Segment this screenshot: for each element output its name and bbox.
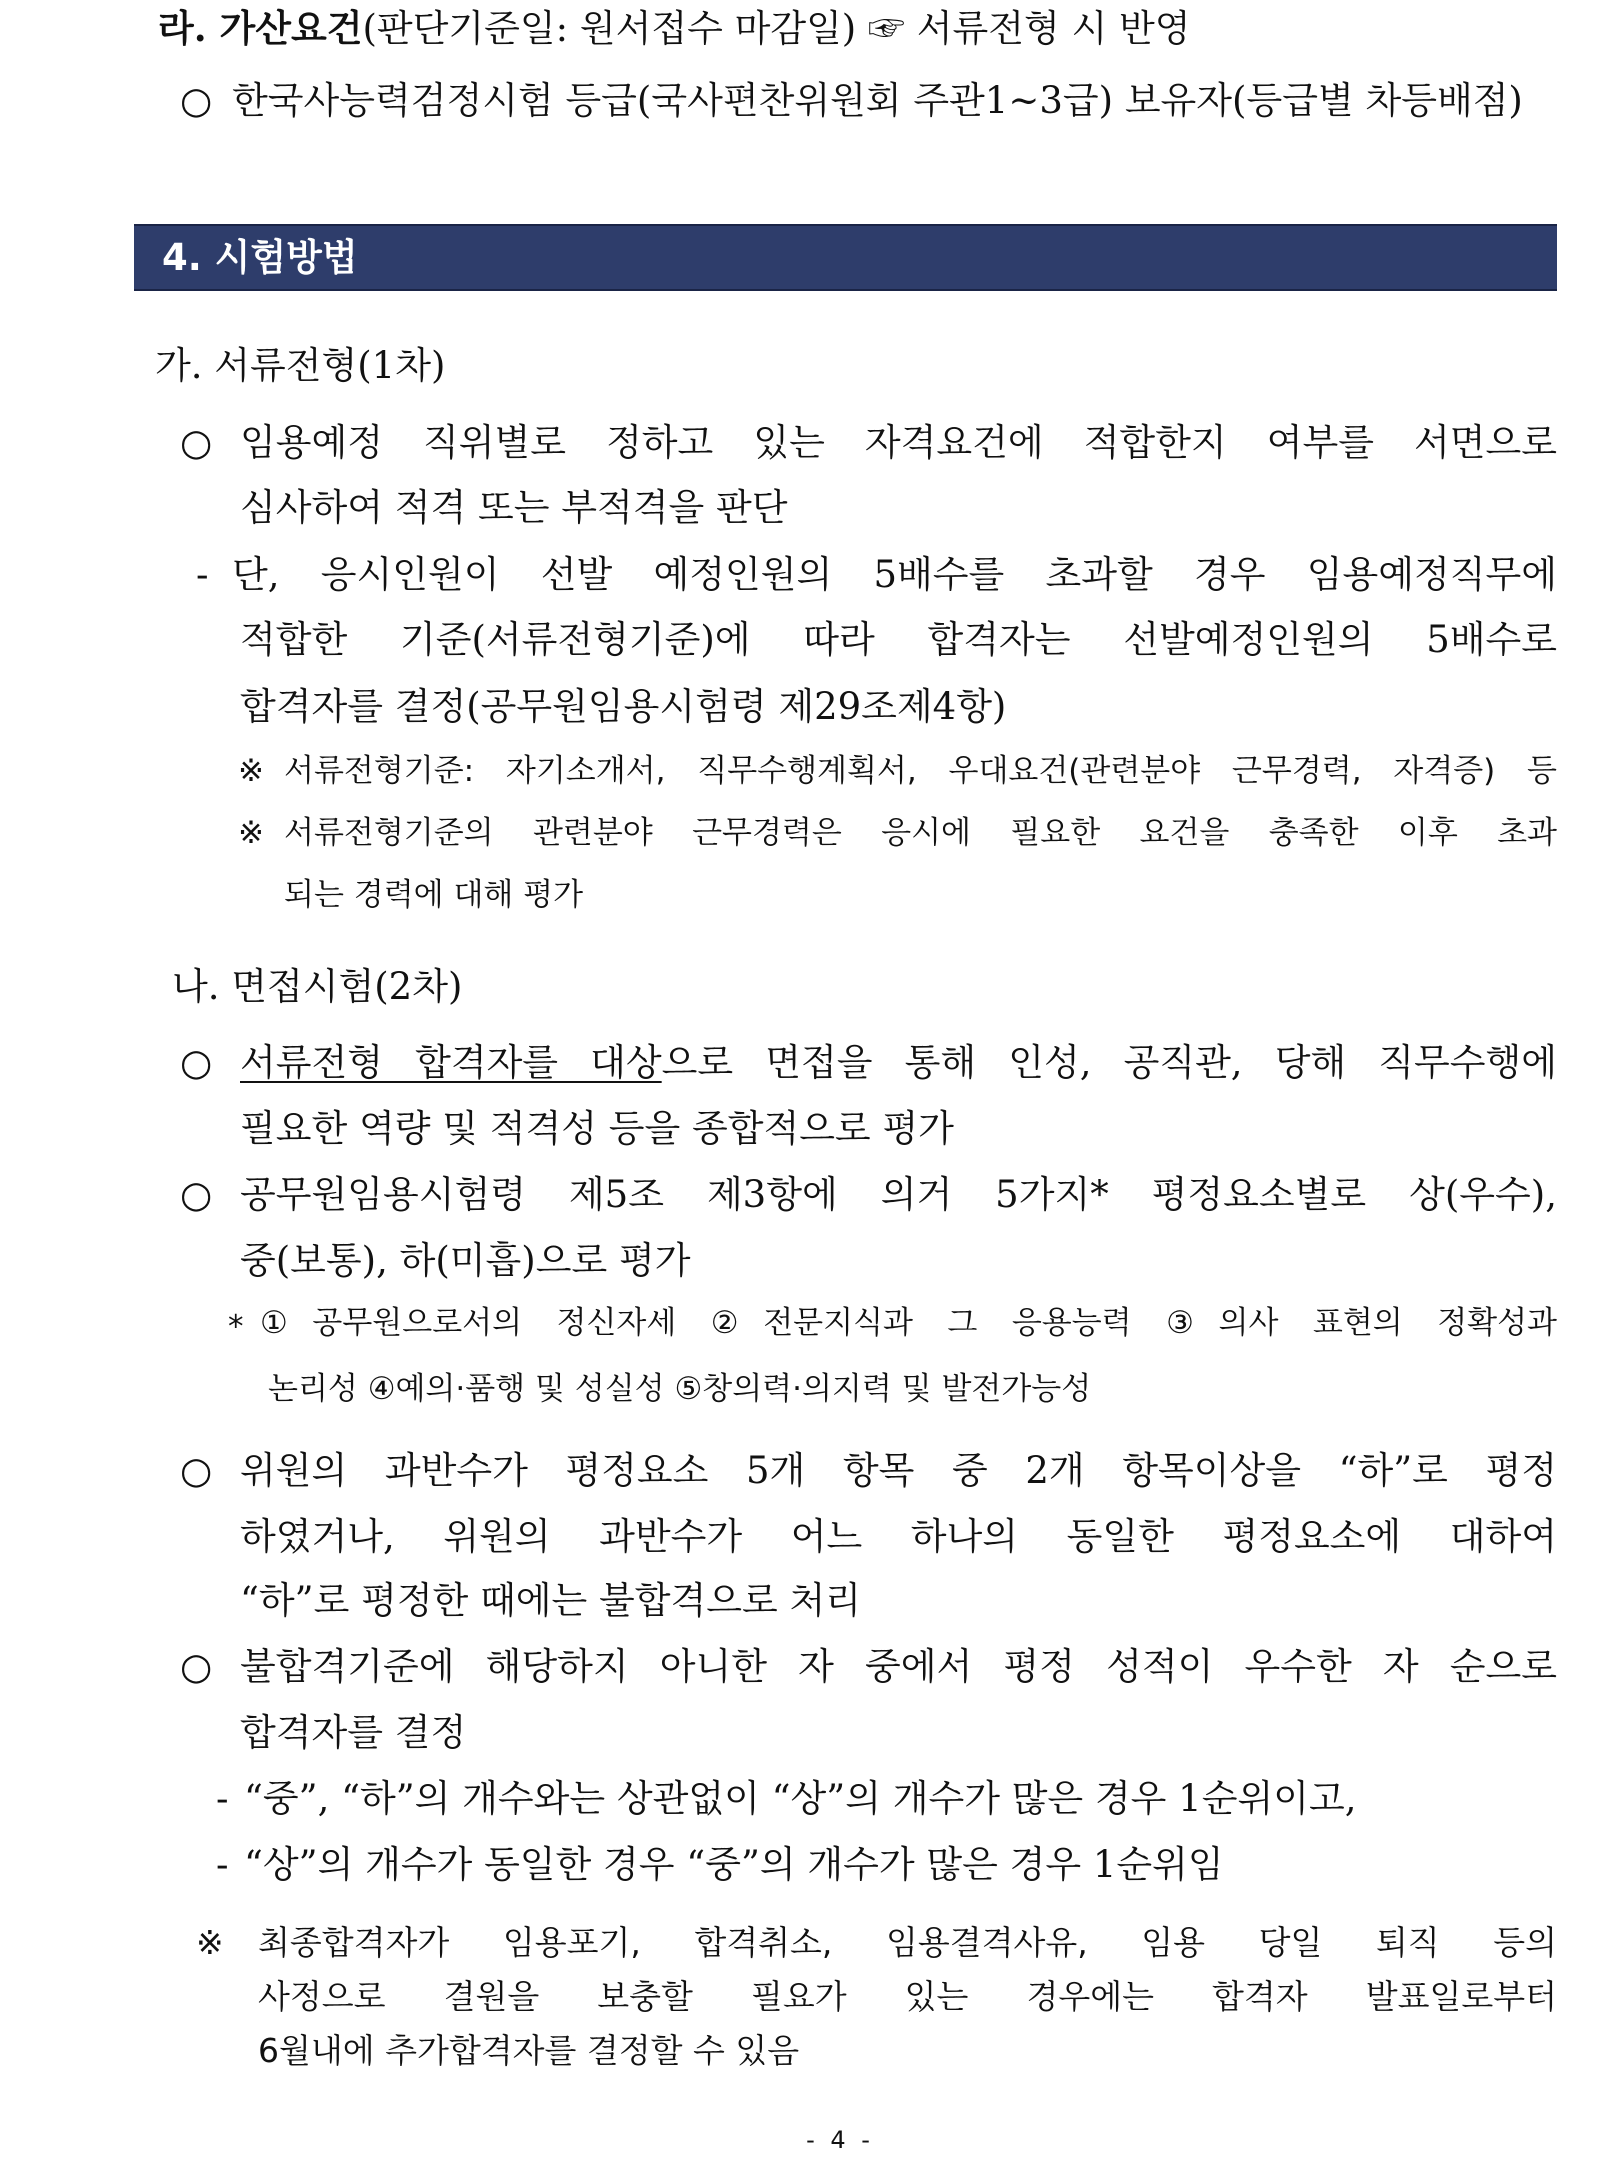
extra-points-heading-detail: (판단기준일: 원서접수 마감일) ☞ 서류전형 시 반영 xyxy=(362,7,1191,50)
bullet-circle: ○ xyxy=(180,1041,213,1084)
document-screening-heading: 가. 서류전형(1차) xyxy=(155,344,446,387)
section-header-bar xyxy=(134,224,1557,291)
bullet-circle: ○ xyxy=(180,1645,213,1688)
interview-rank1: “중”, “하”의 개수와는 상관없이 “상”의 개수가 많은 경우 1순위이고, xyxy=(244,1777,1357,1820)
bullet-circle: ○ xyxy=(180,79,213,122)
document-screening-note2-line1: 서류전형기준의 관련분야 근무경력은 응시에 필요한 요건을 충족한 이후 초과 xyxy=(284,815,1557,851)
dash-marker: - xyxy=(196,553,209,596)
interview-p1-line1: 서류전형 합격자를 대상으로 면접을 통해 인성, 공직관, 당해 직무수행에 xyxy=(240,1041,1558,1084)
interview-final-line1: 최종합격자가 임용포기, 합격취소, 임용결격사유, 임용 당일 퇴직 등의 xyxy=(258,1923,1557,1962)
document-screening-p1-line2: 심사하여 적격 또는 부적격을 판단 xyxy=(240,486,788,529)
extra-points-heading-label: 라. 가산요건 xyxy=(158,6,363,50)
interview-target-underlined: 서류전형 합격자를 대상 xyxy=(240,1041,662,1084)
dash-marker: - xyxy=(216,1777,229,1820)
interview-p3-line1: 위원의 과반수가 평정요소 5개 항목 중 2개 항목이상을 “하”로 평정 xyxy=(240,1449,1557,1492)
extra-points-item: 한국사능력검정시험 등급(국사편찬위원회 주관1~3급) 보유자(등급별 차등배점) xyxy=(232,79,1523,122)
note-mark: ※ xyxy=(238,753,264,789)
section-title: 4. 시험방법 xyxy=(162,236,358,279)
bullet-circle: ○ xyxy=(180,1449,213,1492)
interview-p1-line2: 필요한 역량 및 적격성 등을 종합적으로 평가 xyxy=(240,1107,954,1150)
interview-criteria-line1: ①공무원으로서의 정신자세 ②전문지식과 그 응용능력 ③의사 표현의 정확성과 xyxy=(260,1305,1557,1341)
extra-points-heading xyxy=(158,6,1191,50)
page-number: - 4 - xyxy=(806,2126,874,2154)
note-mark: ※ xyxy=(238,815,264,851)
bullet-circle: ○ xyxy=(180,1173,213,1216)
document-screening-p2-line3: 합격자를 결정(공무원임용시험령 제29조제4항) xyxy=(240,685,1007,728)
document-screening-note2-line2: 되는 경력에 대해 평가 xyxy=(284,877,584,913)
interview-p2-line2: 중(보통), 하(미흡)으로 평가 xyxy=(240,1239,691,1282)
interview-p3-line2: 하였거나, 위원의 과반수가 어느 하나의 동일한 평정요소에 대하여 xyxy=(240,1515,1557,1558)
dash-marker: - xyxy=(216,1843,229,1886)
interview-p3-line3: “하”로 평정한 때에는 불합격으로 처리 xyxy=(240,1579,862,1622)
interview-rank2: “상”의 개수가 동일한 경우 “중”의 개수가 많은 경우 1순위임 xyxy=(244,1843,1224,1886)
document-screening-p2-line2: 적합한 기준(서류전형기준)에 따라 합격자는 선발예정인원의 5배수로 xyxy=(240,618,1557,661)
document-screening-p1-line1: 임용예정 직위별로 정하고 있는 자격요건에 적합한지 여부를 서면으로 xyxy=(240,421,1557,464)
interview-p4-line2: 합격자를 결정 xyxy=(240,1711,467,1754)
interview-p4-line1: 불합격기준에 해당하지 아니한 자 중에서 평정 성적이 우수한 자 순으로 xyxy=(240,1645,1557,1688)
document-screening-p2-line1: 단, 응시인원이 선발 예정인원의 5배수를 초과할 경우 임용예정직무에 xyxy=(232,553,1557,596)
interview-final-line3: 6월내에 추가합격자를 결정할 수 있음 xyxy=(258,2031,800,2070)
interview-heading: 나. 면접시험(2차) xyxy=(172,965,463,1008)
interview-final-line2: 사정으로 결원을 보충할 필요가 있는 경우에는 합격자 발표일로부터 xyxy=(258,1977,1557,2016)
asterisk-marker: * xyxy=(228,1309,244,1345)
interview-p2-line1: 공무원임용시험령 제5조 제3항에 의거 5가지* 평정요소별로 상(우수), xyxy=(240,1173,1557,1216)
note-mark: ※ xyxy=(196,1923,224,1962)
interview-criteria-line2: 논리성 ④예의·품행 및 성실성 ⑤창의력·의지력 및 발전가능성 xyxy=(268,1371,1092,1407)
document-screening-note1: 서류전형기준: 자기소개서, 직무수행계획서, 우대요건(관련분야 근무경력, 자격증) 등 xyxy=(284,753,1557,789)
bullet-circle: ○ xyxy=(180,421,213,464)
